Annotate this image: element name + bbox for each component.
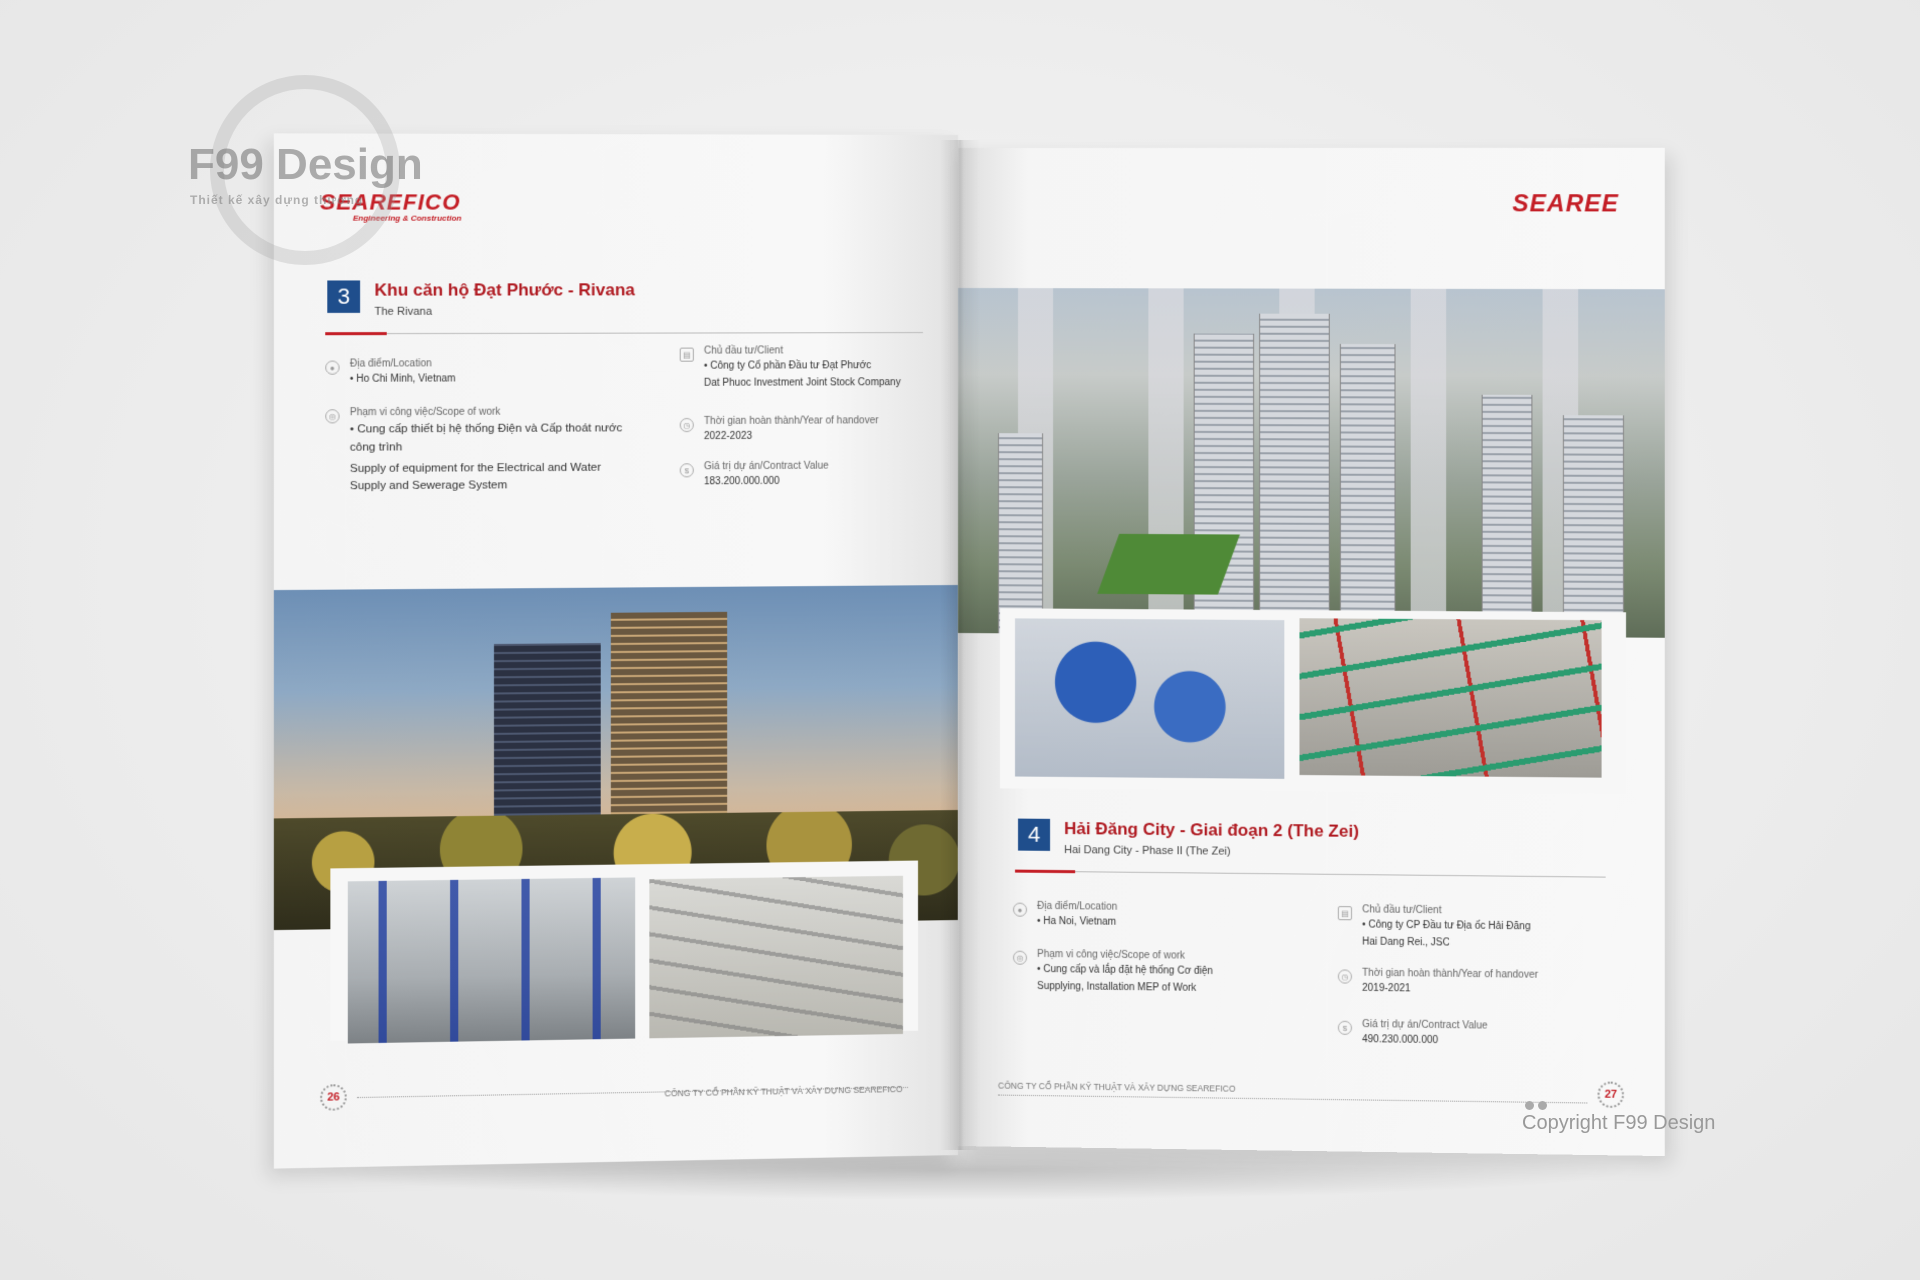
handover-value: 2022-2023 (703, 430, 753, 443)
right-footer-text: CÔNG TY CỔ PHẦN KỸ THUẬT VÀ XÂY DỰNG SEAREFICO (997, 1080, 1236, 1094)
handover-label: Thời gian hoàn thành/Year of handover (1362, 967, 1539, 981)
scope-value-vi: • Cung cấp và lắp đặt hệ thống Cơ điện (1037, 963, 1213, 977)
city-tower-5 (1563, 415, 1624, 637)
city-tower-2 (1259, 314, 1330, 636)
pump-room-photo (348, 877, 635, 1043)
contract-value-block (1338, 1019, 1642, 1051)
project-header-4 (1018, 819, 1359, 859)
handover-block (680, 415, 941, 444)
scope-block (1013, 949, 1335, 998)
scope-value-en: Supply of equipment for the Electrical and Water Supply and Sewerage System (349, 461, 602, 493)
right-page (958, 148, 1665, 1156)
client-value: • Công ty CP Đầu tư Địa ốc Hải Đăng (1362, 919, 1531, 933)
clock-icon: ◷ (1338, 969, 1352, 983)
ceiling-pipes-photo (649, 876, 903, 1039)
page-number-badge: 26 (320, 1084, 347, 1111)
location-label: Địa điểm/Location (349, 358, 432, 370)
building-icon: ▤ (680, 348, 694, 362)
location-pin-icon: ● (1013, 903, 1027, 917)
project-header-3 (327, 280, 635, 318)
client-value-en: Dat Phuoc Investment Joint Stock Company (703, 377, 901, 389)
handover-value: 2019-2021 (1362, 982, 1411, 995)
contract-value: 490.230.000.000 (1362, 1034, 1439, 1047)
page-number-badge: 27 (1598, 1081, 1624, 1108)
scope-label: Phạm vi công việc/Scope of work (1037, 948, 1185, 962)
engineers-photo (1015, 618, 1284, 779)
city-tower-3 (1340, 344, 1396, 636)
footer-dots (998, 1094, 1587, 1103)
scope-target-icon: ◎ (1013, 951, 1027, 965)
scope-block (325, 406, 631, 497)
client-label: Chủ đầu tư/Client (1362, 904, 1442, 917)
project-subtitle: Hai Dang City - Phase II (The Zei) (1064, 844, 1231, 858)
location-value: • Ho Chi Minh, Vietnam (349, 373, 456, 385)
client-value: • Công ty Cổ phần Đầu tư Đạt Phước (703, 360, 872, 372)
lawn (1097, 534, 1240, 595)
project-number: 3 (327, 280, 360, 312)
scope-target-icon: ◎ (325, 409, 339, 423)
building-icon: ▤ (1338, 906, 1352, 920)
left-footer-text: CÔNG TY CỔ PHẦN KỸ THUẬT VÀ XÂY DỰNG SEAREFICO (664, 1084, 903, 1099)
scope-value-vi: • Cung cấp thiết bị hệ thống Điện và Cấp thoát nước công trình (349, 422, 623, 454)
watermark-brand: F99 Design (188, 140, 423, 189)
copyright-text: Copyright F99 Design (1522, 1112, 1716, 1134)
client-label: Chủ đầu tư/Client (703, 345, 783, 357)
project-title: Khu căn hộ Đạt Phước - Rivana (374, 280, 636, 300)
left-page (274, 133, 958, 1168)
contract-value: 183.200.000.000 (703, 475, 780, 488)
project-number: 4 (1018, 819, 1050, 851)
city-tower-4 (1482, 395, 1533, 637)
project-title: Hải Đăng City - Giai đoạn 2 (The Zei) (1064, 819, 1359, 841)
watermark-tagline: Thiết kế xây dựng thương (190, 193, 364, 207)
client-value-en: Hai Dang Rei., JSC (1362, 936, 1450, 949)
cable-tray-photo (1299, 618, 1601, 777)
client-block (680, 345, 941, 391)
dollar-icon: $ (1338, 1021, 1352, 1035)
handover-label: Thời gian hoàn thành/Year of handover (703, 415, 879, 428)
logo-subtitle: Engineering & Construction (352, 213, 462, 223)
location-pin-icon: ● (325, 361, 339, 375)
dollar-icon: $ (680, 463, 694, 477)
contract-value-label: Giá trị dự án/Contract Value (703, 460, 829, 473)
section-rule (1015, 871, 1606, 878)
logo-wordmark: SEAREFICO (320, 189, 461, 215)
city-tower-6 (998, 433, 1043, 633)
client-block (1338, 904, 1642, 953)
contract-value-block (680, 460, 941, 489)
location-block (325, 358, 631, 387)
handover-block (1338, 967, 1642, 999)
hai-dang-city-photo (958, 288, 1665, 638)
clock-icon: ◷ (680, 418, 694, 432)
section-rule (325, 332, 923, 334)
location-value: • Ha Noi, Vietnam (1037, 915, 1117, 928)
location-block (1013, 901, 1315, 932)
scope-label: Phạm vi công việc/Scope of work (349, 406, 501, 419)
contract-value-label: Giá trị dự án/Contract Value (1362, 1018, 1488, 1032)
seare-logo: SEAREE (1512, 190, 1619, 218)
location-label: Địa điểm/Location (1037, 900, 1118, 913)
scope-value-en: Supplying, Installation MEP of Work (1037, 980, 1197, 994)
project-subtitle: The Rivana (374, 305, 433, 318)
